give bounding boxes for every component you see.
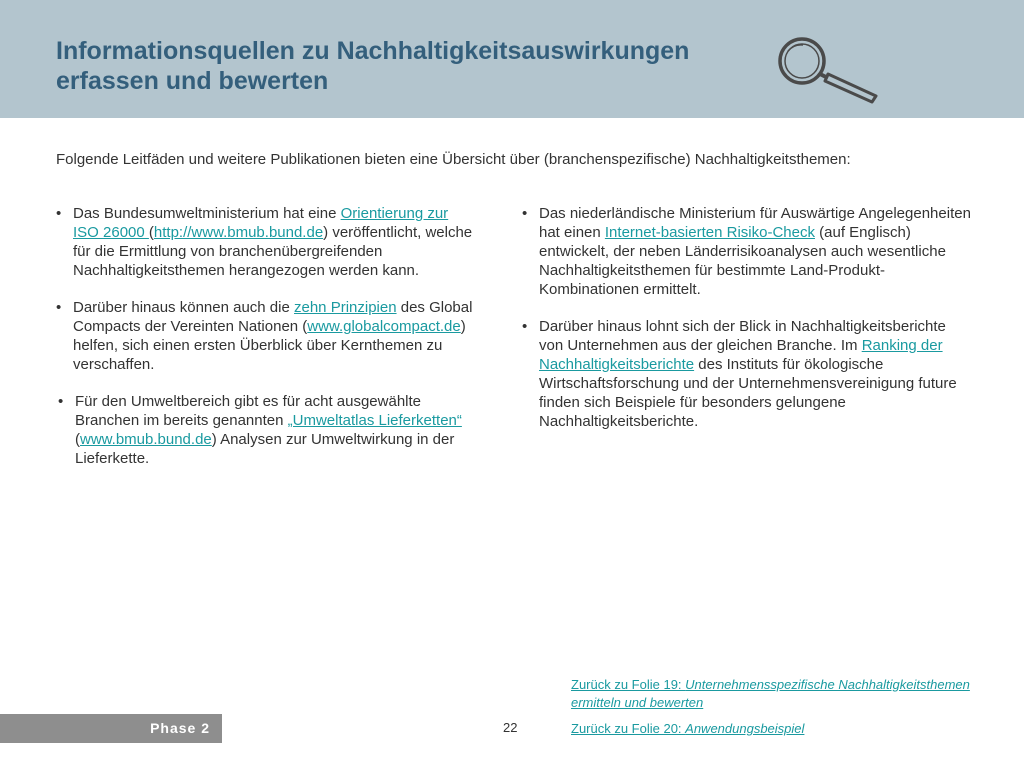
page-title <box>56 36 756 96</box>
back-to-slide-19-link[interactable]: Zurück zu Folie 19: Unternehmensspezifische Nachhaltigkeitsthemen ermitteln und bewerten <box>571 677 970 710</box>
list-item: • Für den Umweltbereich gibt es für acht ausgewählte Branchen im bereits genannten „Umweltatlas Lieferketten“ (www.bmub.bund.de) Analysen zur Umweltwirkung in der Lieferkette. <box>58 393 462 467</box>
bullet-dot: • <box>56 205 62 222</box>
back-to-slide-20-link[interactable]: Zurück zu Folie 20: Anwendungsbeispiel <box>571 721 805 736</box>
magnifier-icon <box>772 34 888 104</box>
link-ranking-berichte[interactable]: Ranking der Nachhaltigkeitsberichte <box>539 337 943 373</box>
left-column <box>56 204 476 468</box>
right-column <box>522 204 972 431</box>
bullet-dot: • <box>58 393 64 410</box>
header-banner <box>0 0 1024 118</box>
list-item: • Das niederländische Ministerium für Auswärtige Angelegenheiten hat einen Internet-basierten Risiko-Check (auf Englisch) entwickelt, der neben Länderrisikoanalysen auch wesentliche Nachhaltigkeitsthemen für bestimmte Land-Produkt-Kombinationen ermittelt. <box>522 205 971 298</box>
link-zehn-prinzipien[interactable]: zehn Prinzipien <box>294 299 397 316</box>
bullet-dot: • <box>522 205 528 222</box>
list-item: • Das Bundesumweltministerium hat eine Orientierung zur ISO 26000 (http://www.bmub.bund.de) veröffentlicht, welche für die Ermittlung von branchenübergreifenden Nachhaltigkeitsthemen herangezogen werden kann. <box>56 205 473 279</box>
link-risiko-check[interactable]: Internet-basierten Risiko-Check <box>604 224 815 241</box>
phase-badge <box>0 714 222 743</box>
intro-text: Folgende Leitfäden und weitere Publikationen bieten eine Übersicht über (branchenspezifische) Nachhaltigkeitsthemen: <box>56 151 851 168</box>
link-umweltatlas[interactable]: „Umweltatlas Lieferketten“ <box>287 412 462 429</box>
link-bmub-2[interactable]: www.bmub.bund.de <box>80 431 212 448</box>
list-item: • Darüber hinaus können auch die zehn Prinzipien des Global Compacts der Vereinten Nationen (www.globalcompact.de) helfen, sich einen ersten Überblick über Kernthemen zu verschaffen. <box>56 299 473 373</box>
bullet-dot: • <box>522 318 528 335</box>
link-iso26000-orientation[interactable]: Orientierung zur ISO 26000 <box>73 205 449 241</box>
title-line-1: Informationsquellen zu Nachhaltigkeitsauswirkungen <box>56 37 690 65</box>
link-globalcompact[interactable]: www.globalcompact.de <box>307 318 461 335</box>
phase-label: Phase 2 <box>150 720 210 736</box>
title-line-2: erfassen und bewerten <box>56 67 329 95</box>
list-item: • Darüber hinaus lohnt sich der Blick in Nachhaltigkeitsberichte von Unternehmen aus der gleichen Branche. Im Ranking der Nachhaltigkeitsberichte des Instituts für ökologische Wirtschaftsforschung und der Unternehmensvereinigung future finden sich Beispiele für besonders gelungene Nachhaltigkeitsberichte. <box>522 318 957 430</box>
link-bmub[interactable]: http://www.bmub.bund.de <box>153 224 324 241</box>
page-number: 22 <box>503 720 518 735</box>
bullet-dot: • <box>56 299 62 316</box>
